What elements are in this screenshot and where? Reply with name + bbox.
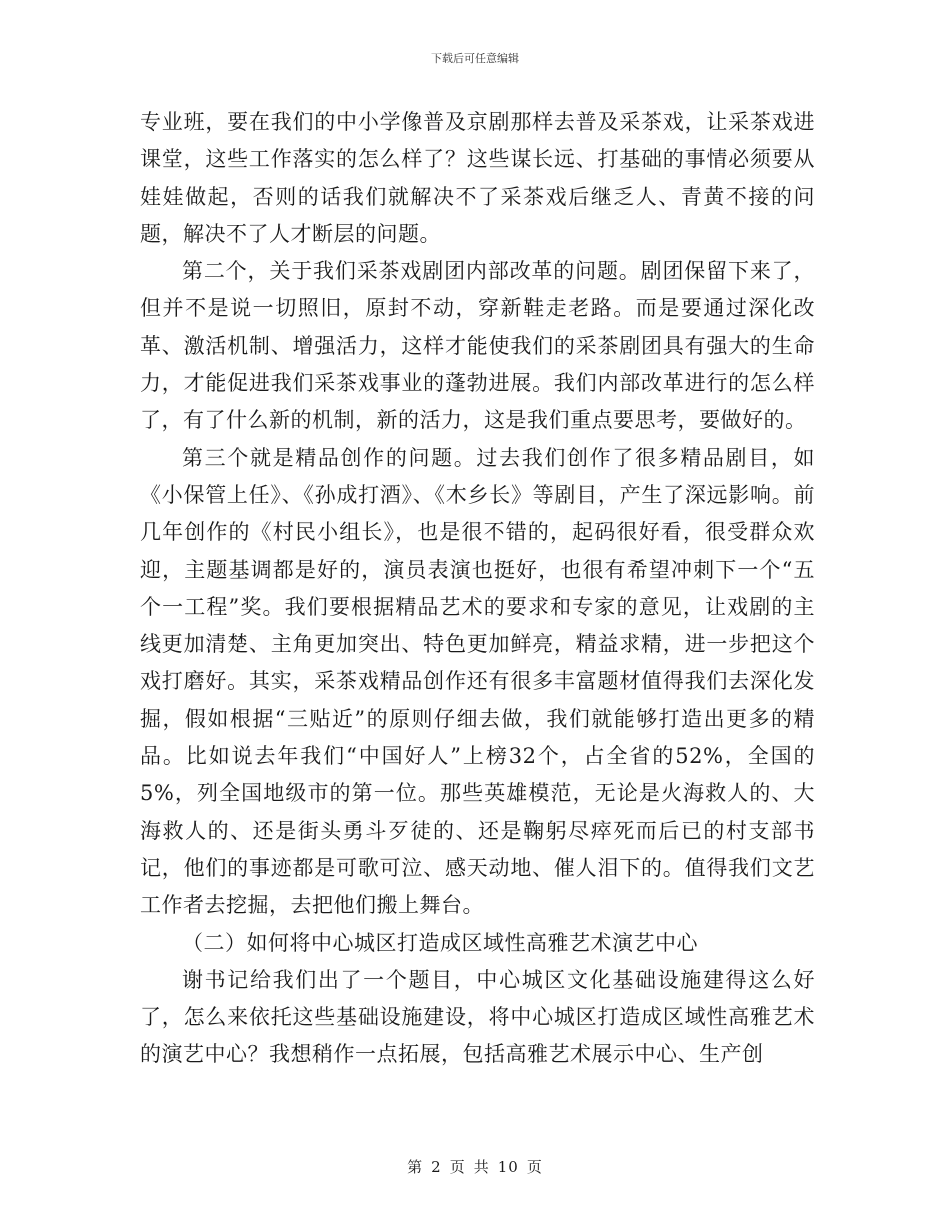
footer-total-label: 共 (473, 1158, 490, 1176)
footer-total-unit: 页 (526, 1158, 543, 1176)
footer-current-page: 2 (431, 1158, 442, 1176)
page-footer (0, 1156, 950, 1177)
paragraph-city-center: 谢书记给我们出了一个题目，中心城区文化基础设施建得这么好了，怎么来依托这些基础设施建设，将中心城区打造成区域性高雅艺术的演艺中心？我想稍作一点拓展，包括高雅艺术展示中心、生产创 (140, 967, 815, 1067)
paragraph-quality-works: 第三个就是精品创作的问题。过去我们创作了很多精品剧目，如《小保管上任》、《孙成打酒》、《木乡长》等剧目，产生了深远影响。前几年创作的《村民小组长》，也是很不错的，起码很好看，很受群众欢迎，主题基调都是好的，演员表演也挺好，也很有希望冲刺下一个“五个一工程”奖。我们要根据精品艺术的要求和专家的意见，让戏剧的主线更加清楚、主角更加突出、特色更加鲜亮，精益求精，进一步把这个戏打磨好。其实，采茶戏精品创作还有很多丰富题材值得我们去深化发掘，假如根据“三贴近”的原则仔细去做，我们就能够打造出更多的精品。比如说去年我们“中国好人”上榜32个，占全省的52%，全国的5%，列全国地级市的第一位。那些英雄模范，无论是火海救人的、大海救人的、还是街头勇斗歹徒的、还是鞠躬尽瘁死而后已的村支部书记，他们的事迹都是可歌可泣、感天动地、催人泪下的。值得我们文艺工作者去挖掘，去把他们搬上舞台。 (140, 445, 815, 918)
footer-page-label: 第 (407, 1158, 424, 1176)
section-heading: （二）如何将中心城区打造成区域性高雅艺术演艺中心 (182, 930, 698, 955)
paragraph-reform: 第二个，关于我们采茶戏剧团内部改革的问题。剧团保留下来了，但并不是说一切照旧，原封不动，穿新鞋走老路。而是要通过深化改革、激活机制、增强活力，这样才能使我们的采茶剧团具有强大的生命力，才能促进我们采茶戏事业的蓬勃进展。我们内部改革进行的怎么样了，有了什么新的机制，新的活力，这是我们重点要思考，要做好的。 (140, 259, 815, 433)
paragraph-continued: 专业班，要在我们的中小学像普及京剧那样去普及采茶戏，让采茶戏进课堂，这些工作落实的怎么样了？这些谋长远、打基础的事情必须要从娃娃做起，否则的话我们就解决不了采茶戏后继乏人、青黄不接的问题，解决不了人才断层的问题。 (140, 110, 815, 246)
footer-page-unit: 页 (449, 1158, 466, 1176)
footer-total-pages: 10 (497, 1158, 519, 1176)
header-note: 下载后可任意编辑 (431, 52, 519, 65)
document-body (140, 104, 815, 1074)
